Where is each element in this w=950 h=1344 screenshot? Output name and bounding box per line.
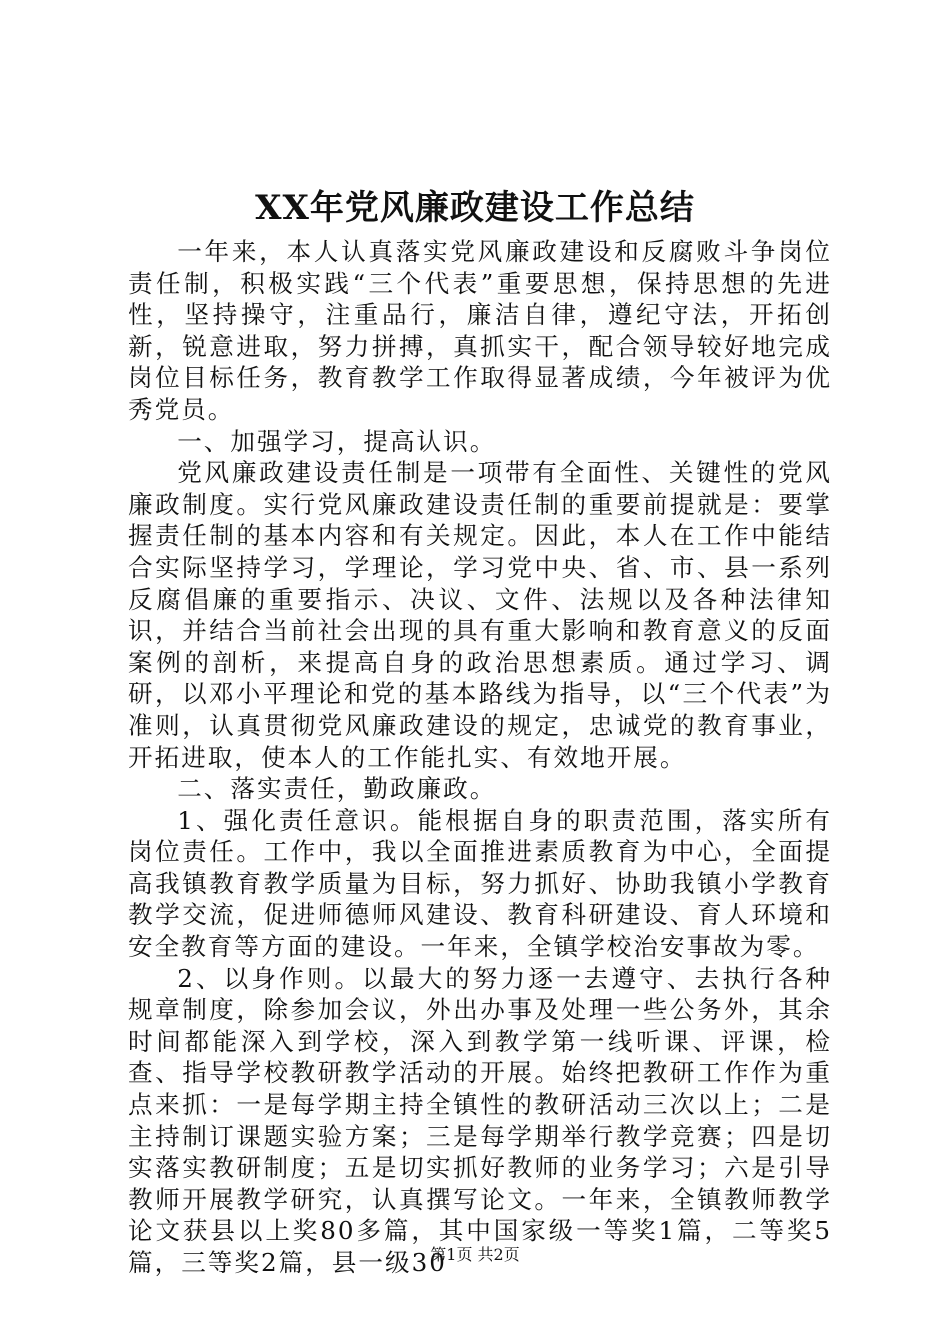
paragraph-section-1: 党风廉政建设责任制是一项带有全面性、关键性的党风廉政制度。实行党风廉政建设责任制的重要前提就是：要掌握责任制的基本内容和有关规定。因此，本人在工作中能结合实际坚持学习，学理论，学习党中央、省、市、县一系列反腐倡廉的重要指示、决议、文件、法规以及各种法律知识，并结合当前社会出现的具有重大影响和教育意义的反面案例的剖析，来提高自身的政治思想素质。通过学习、调研，以邓小平理论和党的基本路线为指导，以“三个代表”为准则，认真贯彻党风廉政建设的规定，忠诚党的教育事业，开拓进取，使本人的工作能扎实、有效地开展。 bbox=[128, 458, 832, 772]
document-title: XX年党风廉政建设工作总结 bbox=[255, 188, 695, 228]
paragraph-intro: 一年来，本人认真落实党风廉政建设和反腐败斗争岗位责任制，积极实践“三个代表”重要思想，保持思想的先进性，坚持操守，注重品行，廉洁自律，遵纪守法，开拓创新，锐意进取，努力拼搏，真抓实干，配合领导较好地完成岗位目标任务，教育教学工作取得显著成绩，今年被评为优秀党员。 bbox=[128, 237, 832, 424]
paragraph-item-1: 1、强化责任意识。能根据自身的职责范围，落实所有岗位责任。工作中，我以全面推进素质教育为中心，全面提高我镇教育教学质量为目标，努力抓好、协助我镇小学教育教学交流，促进师德师风建设、教育科研建设、育人环境和安全教育等方面的建设。一年来，全镇学校治安事故为零。 bbox=[128, 805, 832, 962]
document-body bbox=[128, 236, 832, 1279]
section-heading-2: 二、落实责任，勤政廉政。 bbox=[177, 774, 497, 804]
page-footer: 第1页 共2页 bbox=[430, 1245, 520, 1264]
paragraph-item-2: 2、以身作则。以最大的努力逐一去遵守、去执行各种规章制度，除参加会议，外出办事及处理一些公务外，其余时间都能深入到学校，深入到教学第一线听课、评课，检查、指导学校教研教学活动的开展。始终把教研工作作为重点来抓：一是每学期主持全镇性的教研活动三次以上；二是主持制订课题实验方案；三是每学期举行教学竞赛；四是切实落实教研制度；五是切实抓好教师的业务学习；六是引导教师开展教学研究，认真撰写论文。一年来，全镇教师教学论文获县以上奖80多篇，其中国家级一等奖1篇，二等奖5篇，三等奖2篇，县一级30 bbox=[128, 963, 832, 1277]
section-heading-1: 一、加强学习，提高认识。 bbox=[177, 426, 497, 456]
